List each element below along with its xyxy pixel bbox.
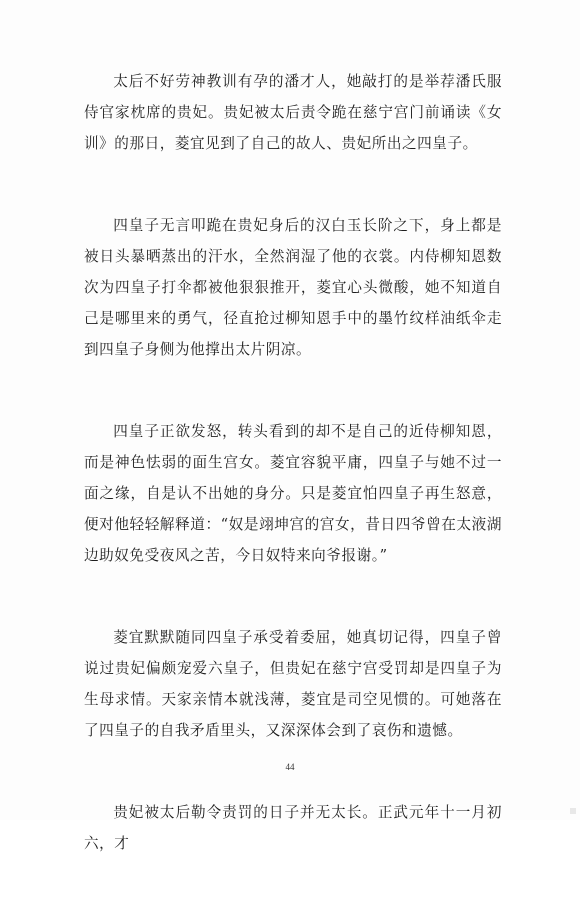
page-number: 44	[285, 762, 295, 772]
paragraph: 四皇子正欲发怒，转头看到的却不是自己的近侍柳知恩，而是神色怯弱的面生宫女。菱宜容貌平庸，四皇子与她不过一面之缘，自是认不出她的身分。只是菱宜怕四皇子再生怒意，便对他轻轻解释道：“奴是翊坤宫的宫女，昔日四爷曾在太液湖边助奴免受夜风之苦，今日奴特来向爷报谢。”	[84, 423, 502, 564]
scan-speck	[570, 808, 576, 814]
paragraph: 贵妃被太后勒令责罚的日子并无太长。正武元年十一月初六，才	[84, 804, 502, 852]
paragraph: 菱宜默默随同四皇子承受着委屈，她真切记得，四皇子曾说过贵妃偏颇宠爱六皇子，但贵妃在慈宁宫受罚却是四皇子为生母求情。天家亲情本就浅薄，菱宜是司空见惯的。可她落在了四皇子的自我矛盾里头，又深深体会到了哀伤和遗憾。	[84, 629, 502, 739]
body-text	[84, 66, 502, 910]
paragraph: 四皇子无言叩跪在贵妃身后的汉白玉长阶之下，身上都是被日头暴晒蒸出的汗水，全然润湿了他的衣裳。内侍柳知恩数次为四皇子打伞都被他狠狠推开，菱宜心头微酸，她不知道自己是哪里来的勇气，径直抢过柳知恩手中的墨竹纹样油纸伞走到四皇子身侧为他撑出太片阴凉。	[84, 217, 502, 358]
paragraph: 太后不好劳神教训有孕的潘才人，她敲打的是举荐潘氏服侍官家枕席的贵妃。贵妃被太后责令跪在慈宁宫门前诵读《女训》的那日，菱宜见到了自己的故人、贵妃所出之四皇子。	[84, 73, 502, 152]
